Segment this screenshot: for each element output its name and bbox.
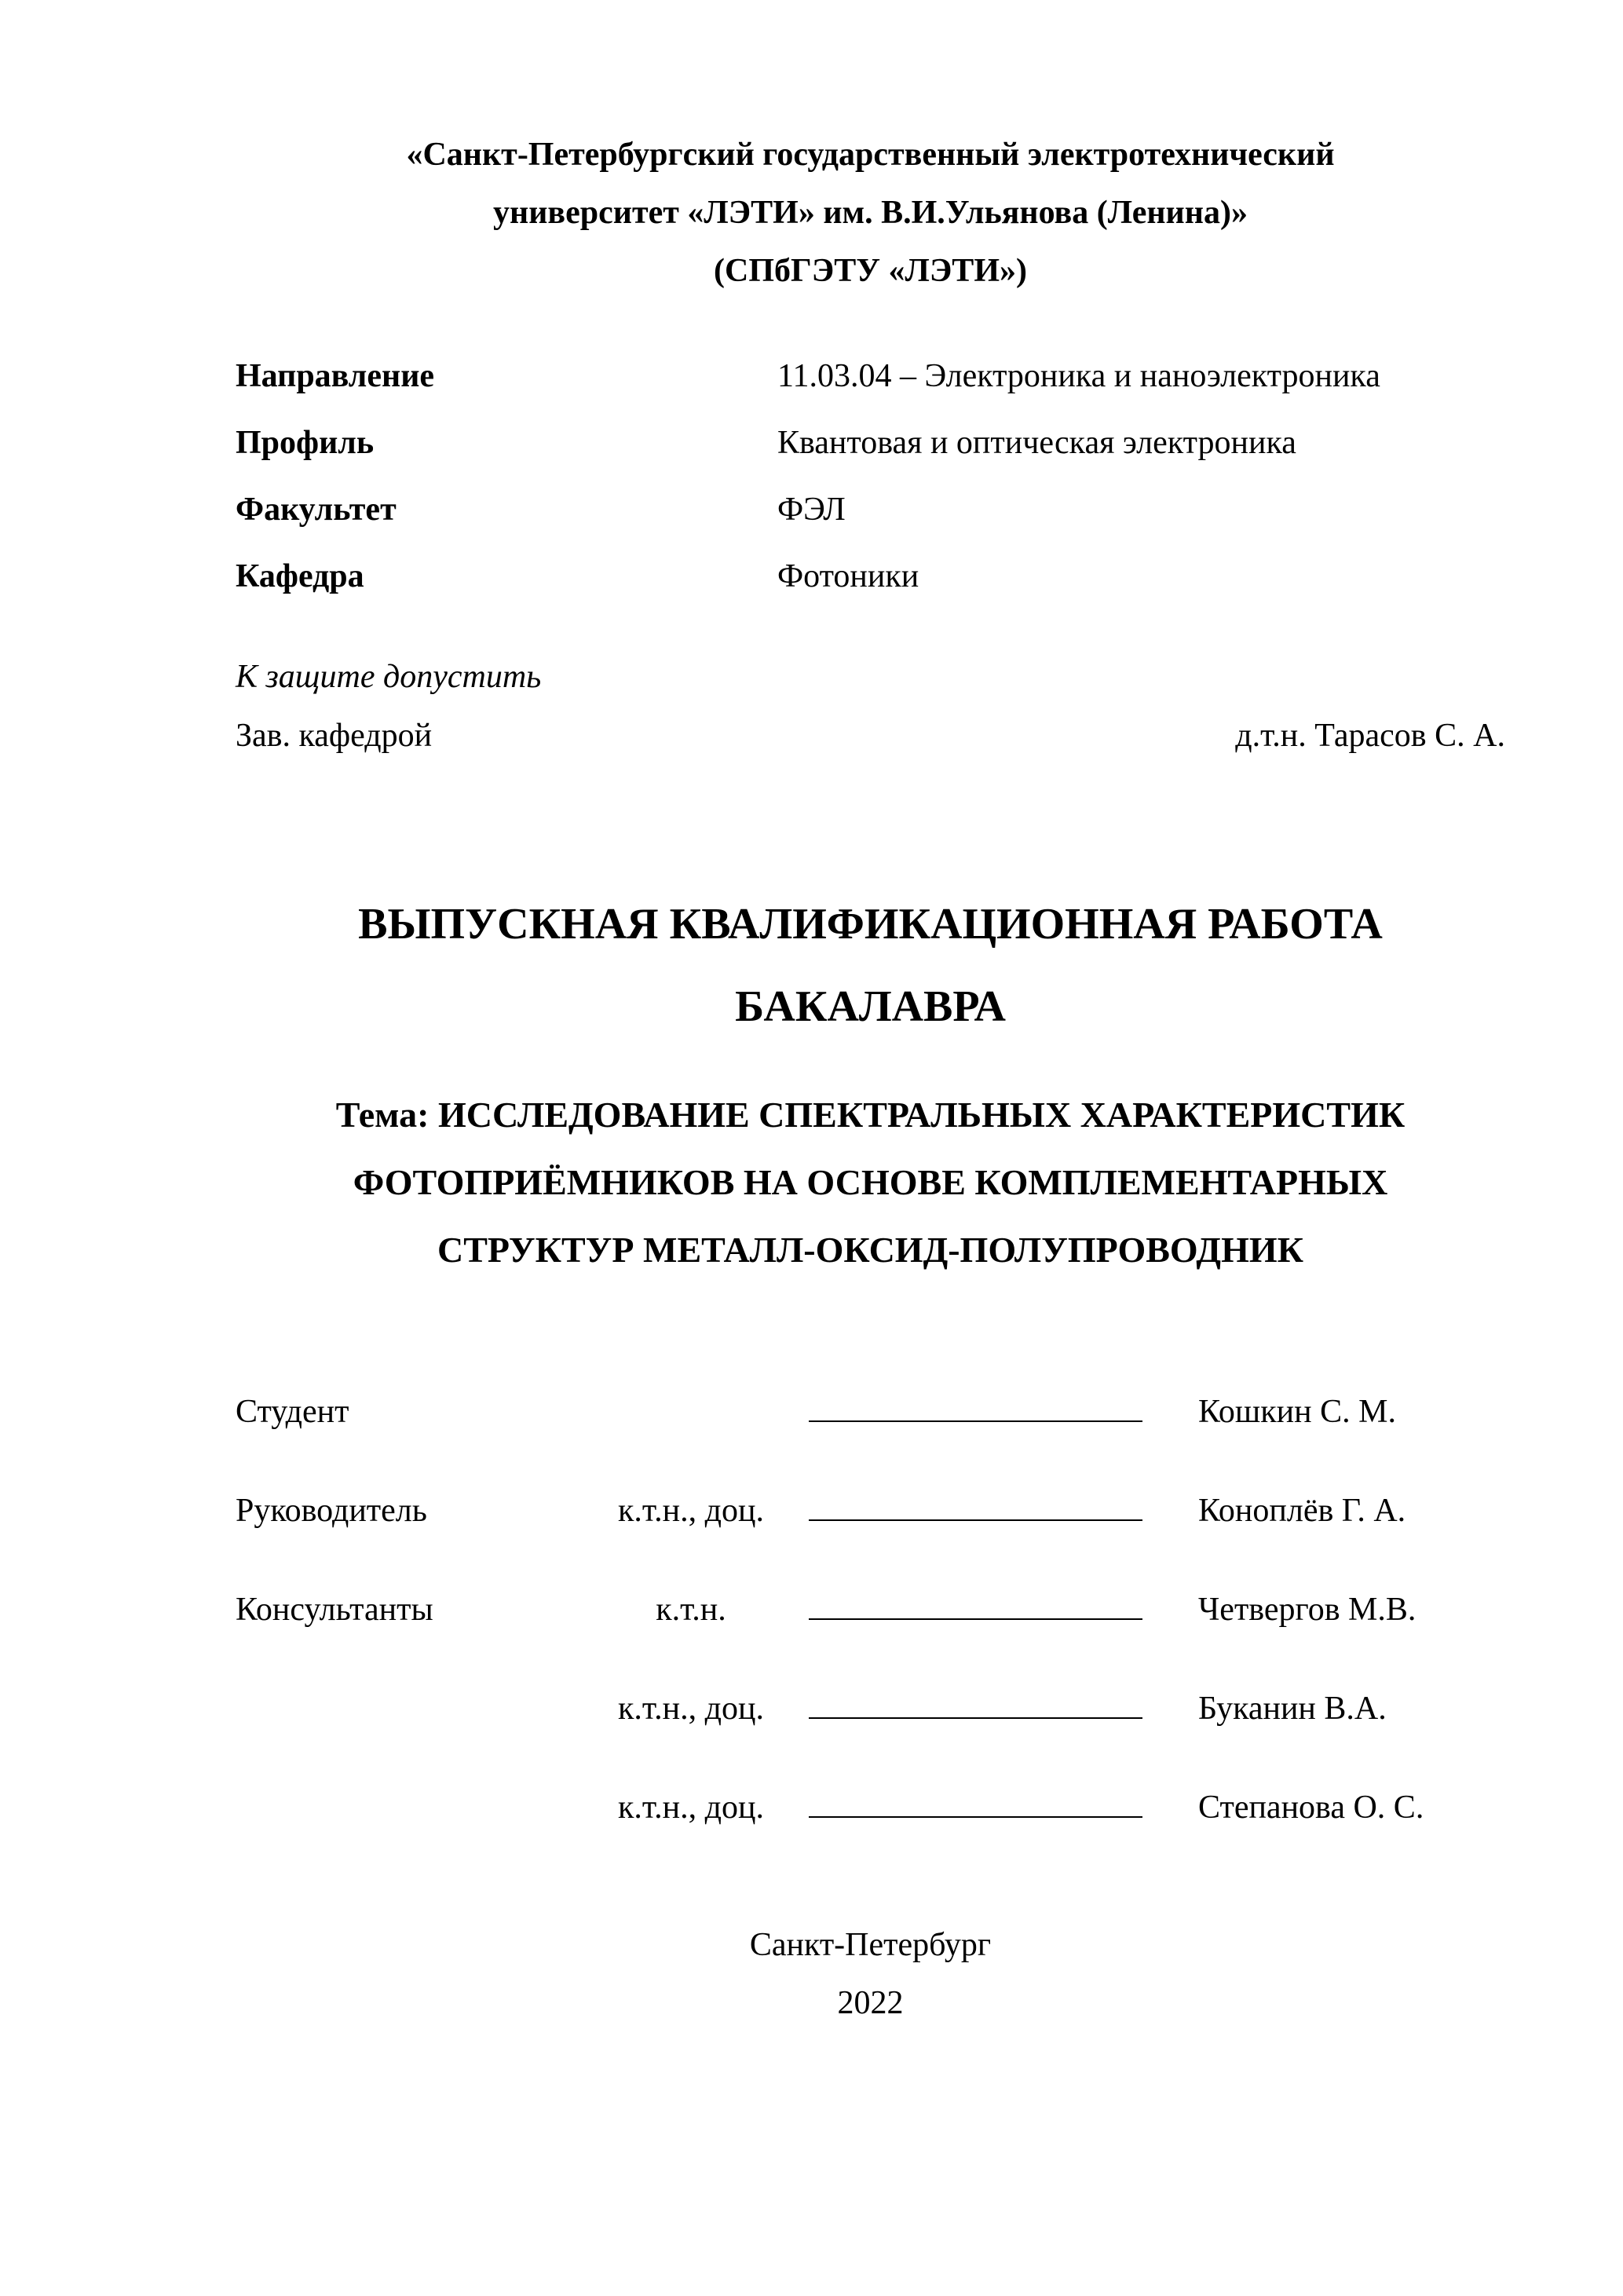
topic-line-2: ФОТОПРИЁМНИКОВ НА ОСНОВЕ КОМПЛЕМЕНТАРНЫХ [353, 1162, 1388, 1202]
signature-line-cell [809, 1758, 1170, 1857]
approval-block [236, 648, 1505, 766]
signature-line-cell [809, 1560, 1170, 1659]
info-value-profile: Квантовая и оптическая электроника [777, 425, 1296, 461]
work-title-line-1: ВЫПУСКНАЯ КВАЛИФИКАЦИОННАЯ РАБОТА [358, 900, 1383, 949]
info-value-faculty: ФЭЛ [777, 492, 846, 528]
approval-intro: К защите допустить [236, 659, 542, 695]
info-label-profile: Профиль [236, 425, 375, 461]
signature-row-consultant-1 [236, 1560, 1505, 1659]
work-title [236, 883, 1505, 1048]
program-info [236, 343, 1505, 610]
info-row-faculty [236, 477, 1505, 543]
signature-line-cell [809, 1362, 1170, 1461]
footer-year: 2022 [837, 1985, 904, 2021]
signature-role: Студент [236, 1394, 349, 1430]
signature-name: Кошкин С. М. [1198, 1394, 1396, 1430]
signature-degree: к.т.н. [656, 1592, 726, 1628]
signature-row-consultant-2 [236, 1659, 1505, 1758]
info-label-department: Кафедра [236, 558, 364, 594]
signature-line [809, 1717, 1142, 1719]
work-title-line-2: БАКАЛАВРА [735, 982, 1006, 1031]
info-row-profile [236, 410, 1505, 477]
signature-degree: к.т.н., доц. [618, 1790, 764, 1826]
topic-line-1: Тема: ИССЛЕДОВАНИЕ СПЕКТРАЛЬНЫХ ХАРАКТЕРИСТИК [335, 1095, 1406, 1135]
signature-name: Четвергов М.В. [1198, 1592, 1416, 1628]
info-row-direction [236, 343, 1505, 410]
info-value-direction: 11.03.04 – Электроника и наноэлектроника [777, 358, 1380, 394]
signature-name: Коноплёв Г. А. [1198, 1493, 1406, 1529]
university-header [236, 126, 1505, 300]
signature-line [809, 1618, 1142, 1620]
signature-degree: к.т.н., доц. [618, 1493, 764, 1529]
signature-line-cell [809, 1659, 1170, 1758]
signature-name: Степанова О. С. [1198, 1790, 1424, 1826]
signature-degree: к.т.н., доц. [618, 1691, 764, 1727]
approval-row [236, 707, 1505, 766]
signature-row-consultant-3 [236, 1758, 1505, 1857]
signature-role: Руководитель [236, 1493, 427, 1529]
approval-approver: д.т.н. Тарасов С. А. [1235, 718, 1505, 754]
footer [236, 1916, 1505, 2032]
signatures-block [236, 1362, 1505, 1857]
signature-row-student [236, 1362, 1505, 1461]
signature-role: Консультанты [236, 1592, 433, 1628]
info-value-department: Фотоники [777, 558, 919, 594]
signature-line [809, 1816, 1142, 1818]
university-name-line-2: университет «ЛЭТИ» им. В.И.Ульянова (Ленина)» [493, 195, 1248, 231]
university-name-line-1: «Санкт-Петербургский государственный электротехнический [406, 137, 1335, 173]
signature-name: Буканин В.А. [1198, 1691, 1387, 1727]
info-row-department [236, 543, 1505, 610]
signature-line [809, 1420, 1142, 1422]
info-label-direction: Направление [236, 358, 435, 394]
signature-line-cell [809, 1461, 1170, 1560]
signature-line [809, 1519, 1142, 1521]
info-label-faculty: Факультет [236, 492, 397, 528]
approval-position: Зав. кафедрой [236, 718, 433, 754]
topic-line-3: СТРУКТУР МЕТАЛЛ-ОКСИД-ПОЛУПРОВОДНИК [437, 1230, 1303, 1270]
footer-city: Санкт-Петербург [749, 1927, 992, 1963]
topic-block [236, 1081, 1505, 1284]
signature-row-supervisor [236, 1461, 1505, 1560]
university-name-line-3: (СПбГЭТУ «ЛЭТИ») [714, 253, 1027, 289]
